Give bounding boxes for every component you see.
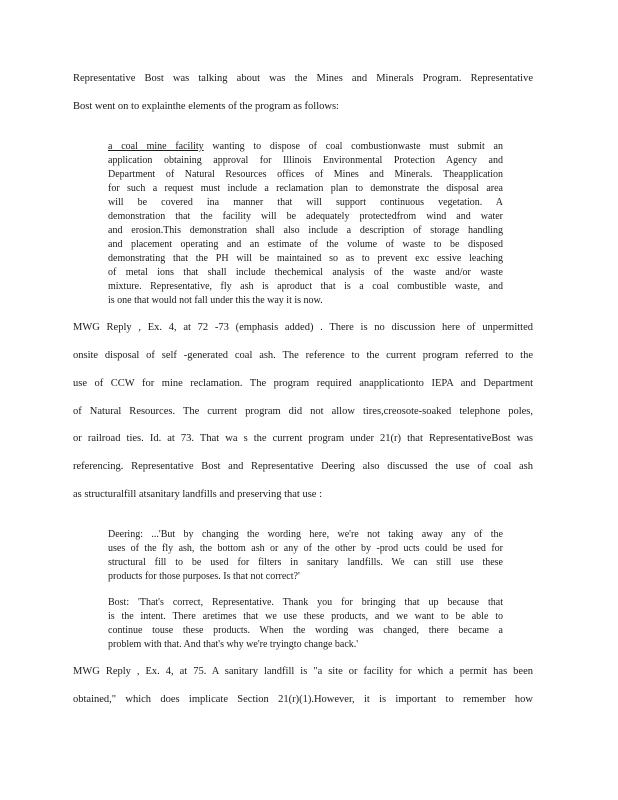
quote-text-line: of metal ions that shall include thechemical analysis of the waste and/or waste bbox=[108, 267, 503, 278]
quote-text-line: is the intent. There aretimes that we use these products, and we want to be able to bbox=[108, 611, 503, 622]
body-text-line: Representative Bost was talking about was the Mines and Minerals Program. Representative bbox=[73, 73, 533, 84]
quote-text-line: demonstrating that the PH will be maintained so as to prevent exc essive leaching bbox=[108, 253, 503, 264]
body-text-line: of Natural Resources. The current program did not allow tires,creosote-soaked telephone poles, bbox=[73, 406, 533, 417]
body-text-line: MWG Reply , Ex. 4, at 72 -73 (emphasis added) . There is no discussion here of unpermitted bbox=[73, 322, 533, 333]
quote-text-line: Deering: ...'But by changing the wording here, we're not taking away any of the bbox=[108, 529, 503, 540]
quote-text-line: application obtaining approval for Illinois Environmental Protection Agency and bbox=[108, 155, 503, 166]
quote-text-line: Bost: 'That's correct, Representative. Thank you for bringing that up because that bbox=[108, 597, 503, 608]
quote-text-line: uses of the fly ash, the bottom ash or any of the other by -prod ucts could be used for bbox=[108, 543, 503, 554]
body-text-line: referencing. Representative Bost and Representative Deering also discussed the use of coal ash bbox=[73, 461, 533, 472]
body-text-line: use of CCW for mine reclamation. The program required anapplicationto IEPA and Department bbox=[73, 378, 533, 389]
quote-text-fragment: wanting to dispose of coal combustionwaste must submit an bbox=[203, 141, 503, 152]
body-text-line: onsite disposal of self -generated coal ash. The reference to the current program referred to the bbox=[73, 350, 533, 361]
body-text-line: as structuralfill atsanitary landfills and preserving that use : bbox=[73, 489, 323, 500]
body-text-line: or railroad ties. Id. at 73. That wa s the current program under 21(r) that RepresentativeBost was bbox=[73, 433, 533, 444]
quote-text-line: continue touse these products. When the wording was changed, there became a bbox=[108, 625, 503, 636]
quote-text-line: products for those purposes. Is that not correct?' bbox=[108, 571, 300, 582]
quote-text-line: Department of Natural Resources offices of Mines and Minerals. Theapplication bbox=[108, 169, 503, 180]
quote-text-line: is one that would not fall under this the way it is now. bbox=[108, 295, 323, 306]
underlined-phrase: a coal mine facility bbox=[108, 141, 204, 152]
quote-text-line: will be covered ina manner that will support continuous vegetation. A bbox=[108, 197, 503, 208]
quote-text-line: structural fill to be used for filters in sanitary landfills. We can still use these bbox=[108, 557, 503, 568]
body-text-line: MWG Reply , Ex. 4, at 75. A sanitary landfill is "a site or facility for which a permit has been bbox=[73, 666, 533, 677]
quote-text-line: and placement operating and an estimate of the volume of waste to be disposed bbox=[108, 239, 503, 250]
body-text-line: Bost went on to explainthe elements of the program as follows: bbox=[73, 101, 339, 112]
quote-text-line: and erosion.This demonstration shall also include a description of storage handling bbox=[108, 225, 503, 236]
quote-text-line: for such a request must include a reclamation plan to demonstrate the disposal area bbox=[108, 183, 503, 194]
quote-text-line bbox=[108, 141, 503, 152]
quote-text-line: demonstration that the facility will be adequately protectedfrom wind and water bbox=[108, 211, 503, 222]
quote-text-line: mixture. Representative, fly ash is aproduct that is a coal combustible waste, and bbox=[108, 281, 503, 292]
quote-text-line: problem with that. And that's why we're tryingto change back.' bbox=[108, 639, 359, 650]
body-text-line: obtained," which does implicate Section 21(r)(1).However, it is important to remember how bbox=[73, 694, 533, 705]
